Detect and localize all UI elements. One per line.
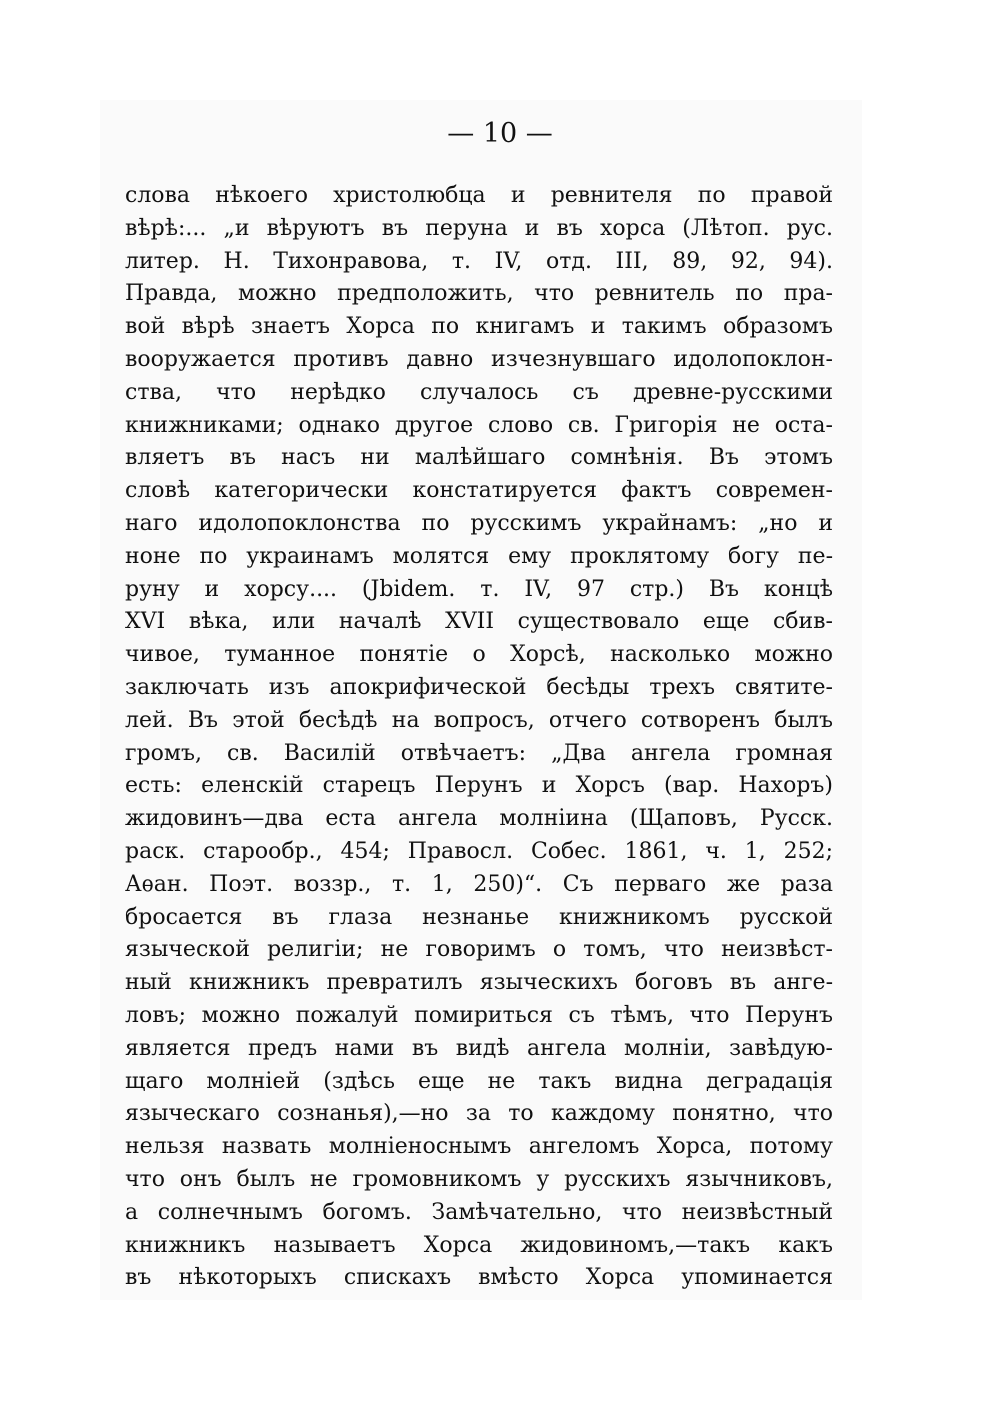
body-text [125, 180, 833, 1295]
text-line: ства, что нерѣдко случалось съ древне-русскими [125, 379, 833, 405]
text-line: въ нѣкоторыхъ спискахъ вмѣсто Хорса упоминается [125, 1265, 833, 1291]
text-line: Аѳан. Поэт. воззр., т. 1, 250)“. Съ перваго же раза [125, 871, 833, 897]
text-line: словѣ категорически констатируется фактъ современ- [125, 478, 833, 504]
text-line: книжниками; однако другое слово св. Григорія не оста- [125, 412, 833, 438]
text-line: языческой религіи; не говоримъ о томъ, что неизвѣст- [125, 937, 833, 963]
text-line: есть: еленскій старецъ Перунъ и Хорсъ (вар. Нахоръ) [125, 773, 833, 799]
text-line: руну и хорсу.... (Jbidem. т. IV, 97 стр.) Въ концѣ [125, 576, 833, 602]
text-line: щаго молніей (здѣсь еще не такъ видна деградація [125, 1068, 833, 1094]
text-line: ный книжникъ превратилъ языческихъ боговъ въ анге- [125, 970, 833, 996]
text-line: является предъ нами въ видѣ ангела молніи, завѣдую- [125, 1035, 833, 1061]
text-line: Правда, можно предположить, что ревнитель по пра- [125, 281, 833, 307]
text-line: вѣрѣ:... „и вѣруютъ въ перуна и въ хорса (Лѣтоп. рус. [125, 215, 833, 241]
text-line: ловъ; можно пожалуй помириться съ тѣмъ, что Перунъ [125, 1002, 833, 1028]
text-line: нельзя назвать молніеноснымъ ангеломъ Хорса, потому [125, 1134, 833, 1160]
text-line: ноне по украинамъ молятся ему проклятому богу пе- [125, 543, 833, 569]
text-line: языческаго сознанья),—но за то каждому понятно, что [125, 1101, 833, 1127]
text-line: что онъ былъ не громовникомъ у русскихъ язычниковъ, [125, 1166, 833, 1192]
text-line: раск. старообр., 454; Правосл. Собес. 1861, ч. 1, 252; [125, 838, 833, 864]
text-line: литер. Н. Тихонравова, т. IV, отд. III, 89, 92, 94). [125, 248, 833, 274]
text-line: лей. Въ этой бесѣдѣ на вопросъ, отчего сотворенъ былъ [125, 707, 833, 733]
text-line: наго идолопоклонства по русскимъ украйнамъ: „но и [125, 510, 833, 536]
text-line: бросается въ глаза незнанье книжникомъ русской [125, 904, 833, 930]
text-line: XVI вѣка, или началѣ XVII существовало еще сбив- [125, 609, 833, 635]
text-line: слова нѣкоего христолюбца и ревнителя по правой [125, 183, 833, 208]
text-line: вооружается противъ давно изчезнувшаго идолопоклон- [125, 346, 833, 372]
text-line: книжникъ называетъ Хорса жидовиномъ,—такъ какъ [125, 1232, 833, 1258]
text-line: вляетъ въ насъ ни малѣйшаго сомнѣнія. Въ этомъ [125, 445, 833, 471]
text-line: заключать изъ апокрифической бесѣды трехъ святите- [125, 674, 833, 700]
text-line: а солнечнымъ богомъ. Замѣчательно, что неизвѣстный [125, 1199, 833, 1225]
text-line: чивое, туманное понятіе о Хорсѣ, насколько можно [125, 642, 833, 668]
text-line: жидовинъ—два еста ангела молніина (Щаповъ, Русск. [125, 806, 833, 832]
page-number: — 10 — [447, 118, 553, 149]
text-line: громъ, св. Василій отвѣчаетъ: „Два ангела громная [125, 740, 833, 766]
text-line: вой вѣрѣ знаетъ Хорса по книгамъ и такимъ образомъ [125, 314, 833, 340]
